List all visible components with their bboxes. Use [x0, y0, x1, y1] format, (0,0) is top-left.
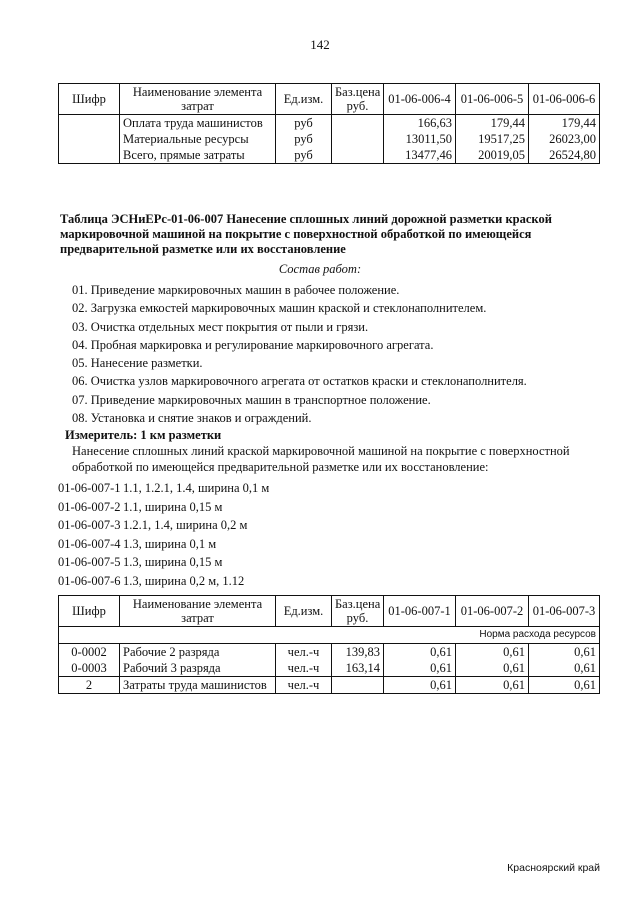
code-text: 1.3, ширина 0,2 м, 1.12 — [123, 573, 245, 588]
cell-value-2: 19517,25 — [456, 131, 529, 147]
code-id: 01-06-007-6 — [58, 573, 121, 588]
header-col-3: 01-06-007-3 — [529, 596, 600, 627]
cell-value-1: 13011,50 — [384, 131, 456, 147]
code-text: 1.3, ширина 0,15 м — [123, 555, 223, 569]
cell-unit: руб — [276, 147, 332, 164]
list-item — [58, 553, 269, 572]
list-item: 01. Приведение маркировочных машин в рабочее положение. — [72, 283, 400, 297]
header-base-price: Баз.цена руб. — [332, 84, 384, 115]
cell-cipher — [59, 115, 120, 132]
norm-row — [59, 627, 600, 644]
list-item — [58, 479, 269, 498]
header-unit: Ед.изм. — [276, 596, 332, 627]
list-item: 07. Приведение маркировочных машин в транспортное положение. — [72, 392, 431, 407]
cell-cipher: 2 — [59, 677, 120, 694]
header-cipher: Шифр — [59, 596, 120, 627]
cell-value-2: 0,61 — [456, 644, 529, 661]
cell-value-2: 20019,05 — [456, 147, 529, 164]
cell-value-1: 0,61 — [384, 677, 456, 694]
code-id: 01-06-007-4 — [58, 536, 121, 551]
works-list — [72, 281, 527, 427]
measure-unit: Измеритель: 1 км разметки — [65, 428, 222, 442]
header-name: Наименование элемента затрат — [120, 84, 276, 115]
cell-price — [332, 115, 384, 132]
list-item: 04. Пробная маркировка и регулирование маркировочного агрегата. — [72, 337, 434, 352]
header-col-1: 01-06-006-4 — [384, 84, 456, 115]
cell-value-1: 166,63 — [384, 115, 456, 132]
code-text: 1.2.1, 1.4, ширина 0,2 м — [123, 518, 248, 532]
cell-value-1: 0,61 — [384, 644, 456, 661]
cell-name: Материальные ресурсы — [120, 131, 276, 147]
resource-table-007 — [58, 595, 600, 694]
cell-value-1: 0,61 — [384, 660, 456, 677]
cell-value-3: 0,61 — [529, 644, 600, 661]
table-header-row — [59, 84, 600, 115]
header-name: Наименование элемента затрат — [120, 596, 276, 627]
cell-unit: руб — [276, 131, 332, 147]
code-text: 1.1, 1.2.1, 1.4, ширина 0,1 м — [123, 481, 270, 495]
cell-price: 163,14 — [332, 660, 384, 677]
cell-value-3: 0,61 — [529, 677, 600, 694]
table-header-row — [59, 596, 600, 627]
code-id: 01-06-007-5 — [58, 555, 121, 569]
cell-name: Рабочий 3 разряда — [120, 660, 276, 677]
page-number: 142 — [310, 37, 330, 52]
region-footer: Красноярский край — [507, 862, 600, 874]
cell-name: Затраты труда машинистов — [120, 677, 276, 694]
cell-unit: чел.-ч — [276, 677, 332, 694]
header-col-2: 01-06-006-5 — [456, 84, 529, 115]
cell-price — [332, 131, 384, 147]
list-item: 03. Очистка отдельных мест покрытия от пыли и грязи. — [72, 319, 369, 334]
list-item: 06. Очистка узлов маркировочного агрегата от остатков краски и стеклонаполнителя. — [72, 374, 527, 389]
cell-unit: руб — [276, 115, 332, 132]
cell-name: Всего, прямые затраты — [120, 147, 276, 164]
list-item — [58, 572, 269, 591]
list-item — [58, 498, 269, 517]
code-text: 1.1, ширина 0,15 м — [123, 499, 223, 514]
header-unit: Ед.изм. — [276, 84, 332, 115]
header-cipher: Шифр — [59, 84, 120, 115]
cell-name: Рабочие 2 разряда — [120, 644, 276, 661]
table-row — [59, 131, 600, 147]
cell-name: Оплата труда машинистов — [120, 115, 276, 132]
code-id: 01-06-007-2 — [58, 499, 121, 514]
table-row — [59, 677, 600, 694]
cell-unit: чел.-ч — [276, 660, 332, 677]
cell-value-2: 179,44 — [456, 115, 529, 132]
table-row — [59, 644, 600, 661]
header-base-price: Баз.цена руб. — [332, 596, 384, 627]
cell-value-3: 26524,80 — [529, 147, 600, 164]
norm-label: Норма расхода ресурсов — [59, 627, 600, 644]
list-item: 08. Установка и снятие знаков и ограждений. — [72, 411, 312, 426]
codes-list — [58, 479, 269, 590]
cell-cipher: 0-0002 — [59, 644, 120, 661]
cell-cipher — [59, 131, 120, 147]
cell-value-3: 0,61 — [529, 660, 600, 677]
cell-value-1: 13477,46 — [384, 147, 456, 164]
cost-table-006 — [58, 83, 600, 164]
cell-cipher: 0-0003 — [59, 660, 120, 677]
list-item: 02. Загрузка емкостей маркировочных машин краской и стеклонаполнителем. — [72, 301, 487, 316]
list-item: 05. Нанесение разметки. — [72, 356, 203, 371]
section-title: Таблица ЭСНиЕРс-01-06-007 Нанесение сплошных линий дорожной разметки краской маркировочной машиной на покрытие с поверхностной обработкой по имеющейся предварительной разметке или их восстановление — [60, 212, 552, 256]
table-row — [59, 115, 600, 132]
cell-unit: чел.-ч — [276, 644, 332, 661]
cell-value-2: 0,61 — [456, 660, 529, 677]
list-item — [58, 535, 269, 554]
works-heading: Состав работ: — [278, 262, 362, 276]
code-id: 01-06-007-3 — [58, 518, 121, 532]
table-row — [59, 147, 600, 164]
table-row — [59, 660, 600, 677]
cell-price — [332, 147, 384, 164]
header-col-1: 01-06-007-1 — [384, 596, 456, 627]
cell-price — [332, 677, 384, 694]
header-col-2: 01-06-007-2 — [456, 596, 529, 627]
code-text: 1.3, ширина 0,1 м — [123, 536, 217, 551]
cell-cipher — [59, 147, 120, 164]
header-col-3: 01-06-006-6 — [529, 84, 600, 115]
cell-value-2: 0,61 — [456, 677, 529, 694]
cell-value-3: 179,44 — [529, 115, 600, 132]
cell-value-3: 26023,00 — [529, 131, 600, 147]
list-item — [58, 516, 269, 535]
section-description: Нанесение сплошных линий краской маркировочной машиной на покрытие с поверхностной обработкой по имеющейся предварительной разметке или их восстановление: — [72, 444, 570, 474]
cell-price: 139,83 — [332, 644, 384, 661]
code-id: 01-06-007-1 — [58, 481, 121, 495]
